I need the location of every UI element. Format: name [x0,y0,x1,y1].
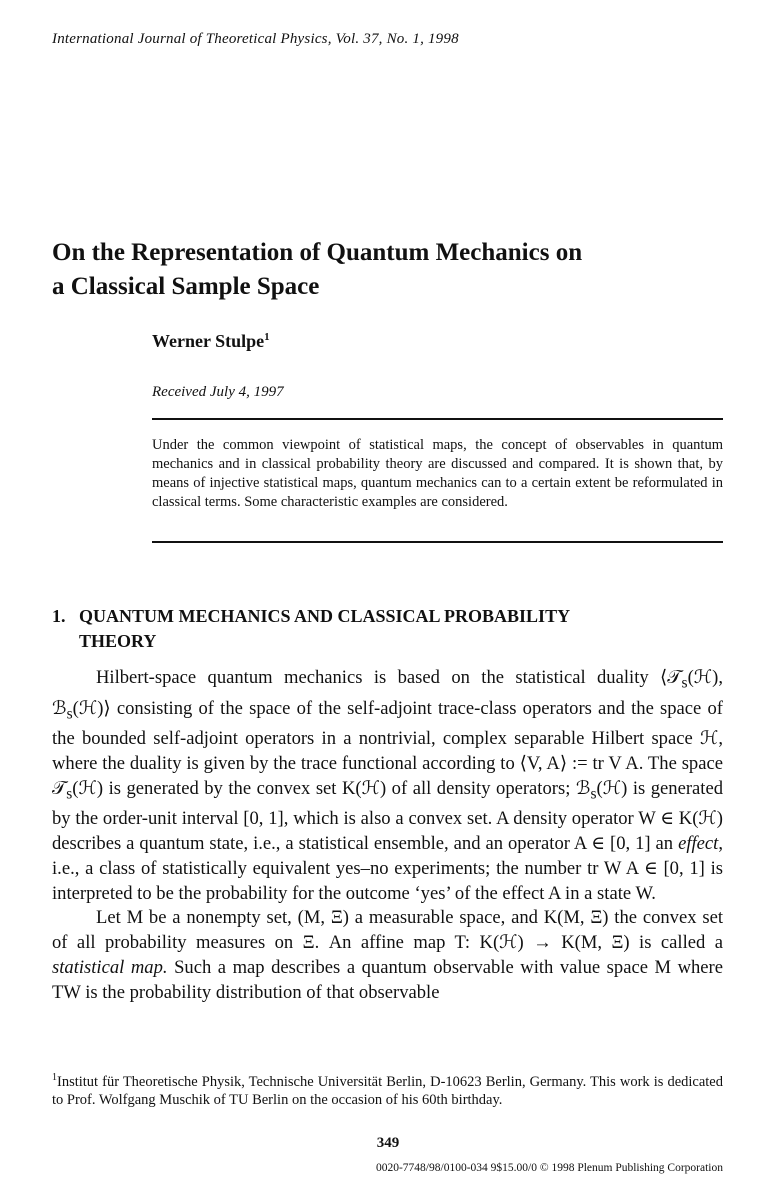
term-effect: effect [678,832,719,854]
paper-title-line-2: a Classical Sample Space [52,273,320,300]
paragraph-2: Let M be a nonempty set, (M, Ξ) a measurable space, and K(M, Ξ) the convex set of all probability measures on Ξ. An affine map T: K(ℋ) → K(M, Ξ) is called a statistical map. Such a map describes a quantum observable with value space M where TW is the probability distribution of that observable [52,907,723,1003]
paragraph-1: Hilbert-space quantum mechanics is based on the statistical duality ⟨𝒯$_s$(ℋ), ℬ$_s$(ℋ)⟩ consisting of the space of the self-adjoint trace-class operators and the space of the bounded self-adjoint operators in a nontrivial, complex separable Hilbert space ℋ, where the duality is given by the trace functional according to ⟨V, A⟩ := tr V A. The space 𝒯$_s$(ℋ) is generated by the convex set K(ℋ) of all density operators; ℬ$_s$(ℋ) is generated by the order-unit interval [0, 1], which is also a convex set. A density operator W ∈ K(ℋ) describes a quantum state, i.e., a statistical ensemble, and an operator A ∈ [0, 1] an effect, i.e., a class of statistically equivalent yes–no experiments; the number tr W A ∈ [0, 1] is interpreted to be the probability for the outcome ‘yes’ of the effect A in a state W. [52,667,723,904]
page-number: 349 [376,1135,400,1151]
footnote [52,1069,723,1110]
paper-title-line-1: On the Representation of Quantum Mechanics on [52,239,583,266]
author-footnote-mark: 1 [264,331,270,343]
section-heading [52,604,722,654]
footnote-mark: 1 [52,1072,57,1083]
abstract-bottom-rule [152,541,723,543]
abstract-top-rule [152,418,723,420]
footnote-text: Institut für Theoretische Physik, Technische Universität Berlin, D-10623 Berlin, Germany. This work is dedicated to Prof. Wolfgang Muschik of TU Berlin on the occasion of his 60th birthday. [52,1073,723,1109]
body-text [52,666,723,1006]
author-name: Werner Stulpe [152,331,265,351]
section-title-line-1: QUANTUM MECHANICS AND CLASSICAL PROBABILITY [79,606,571,626]
paper-title [52,236,742,304]
received-date: Received July 4, 1997 [152,384,284,400]
author [152,331,270,352]
section-title-line-2: THEORY [79,631,157,651]
journal-header: International Journal of Theoretical Physics, Vol. 37, No. 1, 1998 [52,31,459,47]
publisher-codes: 0020-7748/98/0100-034 9$15.00/0 © 1998 Plenum Publishing Corporation [375,1162,723,1174]
abstract: Under the common viewpoint of statistical maps, the concept of observables in quantum mechanics and in classical probability theory are discussed and compared. It is shown that, by means of injective statistical maps, quantum mechanics can to a certain extent be reformulated in classical terms. Some characteristic examples are considered. [152,437,723,510]
term-statistical-map: statistical map. [52,956,168,978]
section-number: 1. [52,606,66,626]
